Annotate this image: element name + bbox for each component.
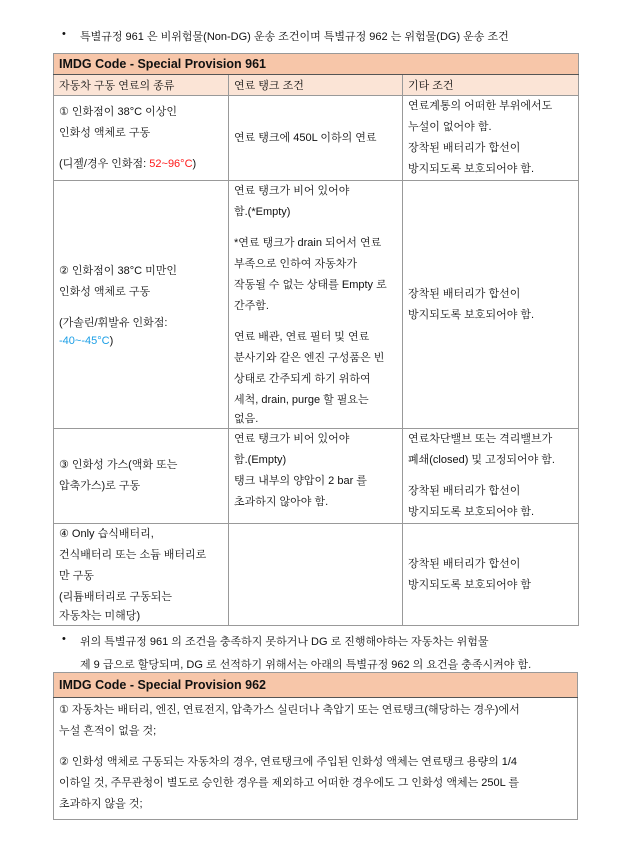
- cell-line: ③ 인화성 가스(액화 또는: [59, 459, 178, 471]
- other-cell: [403, 524, 579, 626]
- fuel-cell: [54, 96, 229, 181]
- cell-line: ① 인화점이 38°C 이상인: [59, 105, 177, 118]
- other-cell: [403, 96, 579, 181]
- note-prefix: (가솔린/휘발유 인화점:: [59, 317, 168, 329]
- cell-line: 탱크 내부의 양압이 2 bar 를: [234, 475, 367, 487]
- cell-line: 폐쇄(closed) 및 고정되어야 함.: [408, 454, 555, 466]
- header-tank-condition: 연료 탱크 조건: [229, 75, 403, 96]
- cell-line: 방지되도록 보호되어야 함.: [408, 506, 535, 518]
- intro-text: 특별규정 961 은 비위험물(Non-DG) 운송 조건이며 특별규정 962 는 위험물(DG) 운송 조건: [80, 31, 509, 43]
- sp961-title: IMDG Code - Special Provision 961: [54, 54, 579, 75]
- cell-line: 초과하지 않아야 함.: [234, 496, 329, 508]
- cell-line: 연료 탱크가 비어 있어야: [234, 185, 350, 197]
- cell-line: 세척, drain, purge 할 필요는: [234, 394, 369, 406]
- cell-line: ④ Only 습식배터리,: [59, 528, 154, 540]
- bullet-icon: •: [62, 28, 66, 40]
- item-line: 이하일 것, 주무관청이 별도로 승인한 경우를 제외하고 어떠한 경우에도 그 인화성 액체는 250L 를: [59, 777, 520, 789]
- item-line: ② 인화성 액체로 구동되는 자동차의 경우, 연료탱크에 주입된 인화성 액체는 연료탱크 용량의 1/4: [59, 756, 518, 768]
- flash-point-note: [59, 334, 223, 348]
- cell-line: 압축가스)로 구동: [59, 480, 141, 492]
- cell-line: 누설이 없어야 함.: [408, 121, 492, 133]
- cell-line: 함.(*Empty): [234, 206, 291, 218]
- other-cell: [403, 429, 579, 524]
- cell-line: 장착된 배터리가 합선이: [408, 557, 521, 570]
- header-other-condition: 기타 조건: [403, 75, 579, 96]
- cell-line: 자동차는 미해당): [59, 610, 141, 622]
- cell-line: 연료 탱크가 비어 있어야: [234, 433, 350, 445]
- cell-line: 상태로 간주되게 하기 위하여: [234, 373, 371, 385]
- cell-line: 방지되도록 보호되어야 함.: [408, 163, 535, 175]
- flash-point-value: -40~-45°C: [59, 335, 110, 347]
- cell-line: 방지되도록 보호되어야 함.: [408, 308, 535, 321]
- header-fuel-type: 자동차 구동 연료의 종류: [54, 75, 229, 96]
- cell-line: *연료 탱크가 drain 되어서 연료: [234, 237, 382, 249]
- flash-point-value: 52~96°C: [149, 157, 193, 170]
- cell-line: 분사기와 같은 엔진 구성품은 빈: [234, 352, 385, 364]
- bullet-line: 제 9 급으로 할당되며, DG 로 선적하기 위해서는 아래의 특별규정 962 의 요건을 충족시켜야 함.: [80, 659, 532, 671]
- cell-line: 장착된 배터리가 합선이: [408, 485, 521, 497]
- sp962-table: [53, 672, 578, 820]
- cell-line: (리튬배터리로 구동되는: [59, 591, 172, 603]
- cell-line: 연료계통의 어떠한 부위에서도: [408, 100, 553, 112]
- note-suffix: ): [109, 335, 114, 347]
- fuel-cell: [54, 524, 229, 626]
- cell-line: 만 구동: [59, 570, 94, 582]
- cell-line: 작동될 수 없는 상태를 Empty 로: [234, 279, 387, 291]
- other-cell: [403, 181, 579, 429]
- table-row: [54, 429, 579, 524]
- sp962-items: [54, 698, 578, 820]
- bullet-icon: •: [62, 633, 66, 645]
- bullet-line: 위의 특별규정 961 의 조건을 충족하지 못하거나 DG 로 진행해야하는 자동차는 위험물: [80, 636, 489, 648]
- cell-line: 부족으로 인하여 자동차가: [234, 258, 357, 270]
- cell-line: ② 인화점이 38°C 미만인: [59, 265, 177, 277]
- sp962-title: IMDG Code - Special Provision 962: [54, 673, 578, 698]
- table-row: [54, 524, 579, 626]
- fuel-cell: [54, 181, 229, 429]
- note-suffix: ): [192, 157, 197, 170]
- cell-line: 장착된 배터리가 합선이: [408, 287, 521, 300]
- item-line: ① 자동차는 배터리, 엔진, 연료전지, 압축가스 실린더나 축압기 또는 연료탱크(해당하는 경우)에서: [59, 704, 520, 716]
- table-row: [54, 181, 579, 429]
- tank-cell: [229, 524, 403, 626]
- cell-line: 연료차단밸브 또는 격리밸브가: [408, 433, 553, 445]
- cell-line: 인화성 액체로 구동: [59, 286, 151, 298]
- cell-line: 장착된 배터리가 합선이: [408, 142, 521, 154]
- cell-line: 간주함.: [234, 300, 269, 312]
- cell-line: 건식배터리 또는 소듐 배터리로: [59, 549, 207, 561]
- cell-line: 연료 탱크에 450L 이하의 연료: [234, 131, 377, 144]
- cell-line: 방지되도록 보호되어야 함: [408, 578, 531, 591]
- item-line: 초과하지 않을 것;: [59, 798, 143, 810]
- cell-line: 연료 배관, 연료 필터 및 연료: [234, 331, 370, 343]
- cell-line: 인화성 액체로 구동: [59, 126, 151, 139]
- tank-cell: [229, 181, 403, 429]
- sp961-table: [53, 53, 579, 626]
- fuel-cell: [54, 429, 229, 524]
- note-prefix: (디젤/경우 인화점:: [59, 157, 150, 170]
- item-line: 누설 흔적이 없을 것;: [59, 725, 157, 737]
- cell-line: 없음.: [234, 413, 259, 425]
- tank-cell: [229, 429, 403, 524]
- flash-point-note: [59, 154, 223, 175]
- cell-line: 함.(Empty): [234, 454, 287, 466]
- tank-cell: [229, 96, 403, 181]
- table-row: [54, 96, 579, 181]
